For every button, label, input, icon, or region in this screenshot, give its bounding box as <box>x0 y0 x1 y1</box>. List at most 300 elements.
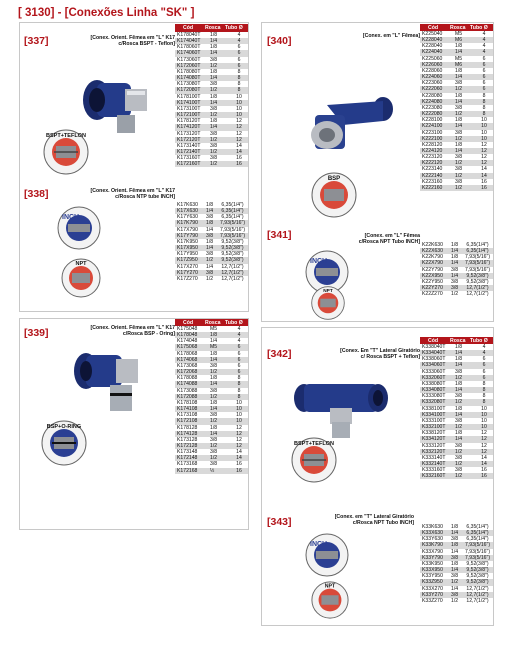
tube-cell: 10 <box>228 94 249 100</box>
code-cell: K173168 <box>175 461 206 467</box>
code-cell: K173060T <box>175 57 206 63</box>
table-row <box>175 220 249 226</box>
thread-cell: 1/2 <box>206 63 228 69</box>
tube-cell: 16 <box>228 468 249 474</box>
code-cell: K22Y270 <box>420 285 447 291</box>
tube-cell: 6 <box>473 86 494 92</box>
bspt-teflon-icon <box>290 436 338 489</box>
tube-cell: 4 <box>228 338 249 344</box>
tube-cell: 12,7(1/2") <box>215 264 249 270</box>
thread-cell: 1/8 <box>447 254 460 260</box>
code-cell: K222120 <box>420 160 451 166</box>
code-cell: K334120T <box>420 436 451 442</box>
code-cell: K175048 <box>175 326 206 332</box>
code-cell: K178060T <box>175 44 206 50</box>
thread-cell: 1/4 <box>206 75 228 81</box>
code-cell: K172060T <box>175 63 206 69</box>
tube-cell: 7,93(5/16") <box>460 267 494 273</box>
thread-cell: 1/8 <box>202 202 215 208</box>
code-cell: K172168 <box>175 468 206 474</box>
thread-cell: 1/2 <box>206 369 228 375</box>
thread-cell: 1/2 <box>451 424 473 430</box>
thread-cell: 1/8 <box>447 524 460 530</box>
code-cell: K225040 <box>420 31 451 37</box>
thread-cell: 1/8 <box>451 430 473 436</box>
thread-cell: 1/8 <box>206 332 228 338</box>
table-row <box>420 598 494 604</box>
tube-cell: 16 <box>228 155 249 161</box>
table-row <box>175 100 249 106</box>
product-table <box>175 32 249 167</box>
thread-cell: 1/8 <box>206 32 228 38</box>
code-cell: K173140T <box>175 143 206 149</box>
code-cell: K17Y630 <box>175 214 202 220</box>
table-header <box>420 24 494 31</box>
section-342-343-panel <box>261 327 494 626</box>
code-cell: K224060 <box>420 74 451 80</box>
table-row <box>175 257 249 263</box>
code-cell: K33Y950 <box>420 573 447 579</box>
code-cell: K174088 <box>175 381 206 387</box>
table-row <box>175 344 249 350</box>
code-cell: K338120T <box>420 430 451 436</box>
svg-text:INCH: INCH <box>310 258 328 265</box>
tube-cell: 9,52(3/8") <box>215 239 249 245</box>
tube-cell: 4 <box>228 332 249 338</box>
svg-text:NPT: NPT <box>323 287 333 293</box>
tube-cell: 12,7(1/2") <box>460 586 494 592</box>
thread-cell: M5 <box>206 326 228 332</box>
code-cell: K178048 <box>175 332 206 338</box>
tube-cell: 14 <box>228 143 249 149</box>
thread-cell: 3/8 <box>206 81 228 87</box>
tube-cell: 8 <box>228 381 249 387</box>
tube-cell: 12 <box>473 148 494 154</box>
section-number: [341] <box>267 229 292 241</box>
tube-cell: 12 <box>228 137 249 143</box>
thread-cell: 1/4 <box>202 227 215 233</box>
svg-text:INCH: INCH <box>310 541 328 548</box>
thread-cell: M6 <box>451 62 473 68</box>
code-cell: K222080 <box>420 111 451 117</box>
code-cell: K334060T <box>420 362 451 368</box>
code-cell: K22Y950 <box>420 279 447 285</box>
code-cell: K33X790 <box>420 549 447 555</box>
thread-cell: 3/8 <box>206 363 228 369</box>
tube-cell: 12,7(1/2") <box>460 285 494 291</box>
bspt-teflon-icon <box>42 128 90 181</box>
code-cell: K333160T <box>420 467 451 473</box>
inch-icon <box>56 205 102 256</box>
tube-cell: 10 <box>228 418 249 424</box>
code-cell: K17K790 <box>175 220 202 226</box>
code-cell: K172120T <box>175 137 206 143</box>
thread-cell: 3/8 <box>447 536 460 542</box>
tube-cell: 9,52(3/8") <box>215 257 249 263</box>
tube-cell: 16 <box>473 185 494 191</box>
thread-cell: 1/4 <box>447 248 460 254</box>
code-cell: K338100T <box>420 406 451 412</box>
code-cell: K172148 <box>175 455 206 461</box>
code-cell: K338080T <box>420 381 451 387</box>
tube-cell: 6,35(1/4") <box>215 208 249 214</box>
thread-cell: 3/8 <box>206 449 228 455</box>
code-cell: K172100T <box>175 112 206 118</box>
tube-cell: 8 <box>473 399 494 405</box>
code-cell: K173068 <box>175 363 206 369</box>
tube-cell: 6 <box>473 80 494 86</box>
code-cell: K224040 <box>420 49 451 55</box>
thread-cell: 1/8 <box>447 242 460 248</box>
code-cell: K332120T <box>420 449 451 455</box>
bsp-oring-icon <box>40 419 88 472</box>
header-tube: Tubo Ø <box>470 24 488 31</box>
thread-cell: 1/4 <box>206 381 228 387</box>
table-row <box>420 586 494 592</box>
code-cell: K174128 <box>175 431 206 437</box>
thread-cell: 1/2 <box>202 257 215 263</box>
thread-cell: 1/2 <box>206 394 228 400</box>
thread-cell: 1/2 <box>451 375 473 381</box>
thread-cell: 3/8 <box>451 105 473 111</box>
code-cell: K22K790 <box>420 254 447 260</box>
header-thread: Rosca <box>450 24 466 31</box>
section-number: [339] <box>24 327 49 339</box>
female-elbow-image <box>287 95 397 160</box>
tube-cell: 6 <box>473 56 494 62</box>
svg-text:NPT: NPT <box>324 583 336 590</box>
thread-cell: 3/8 <box>447 592 460 598</box>
thread-cell: 1/2 <box>451 173 473 179</box>
table-row <box>420 185 494 191</box>
header-thread: Rosca <box>205 319 221 326</box>
thread-cell: M5 <box>206 344 228 350</box>
thread-cell: 1/2 <box>202 276 215 282</box>
code-cell: K17X790 <box>175 227 202 233</box>
table-row <box>175 131 249 137</box>
code-cell: K17X270 <box>175 264 202 270</box>
tube-cell: 6 <box>473 68 494 74</box>
tube-cell: 7,93(5/16") <box>460 555 494 561</box>
code-cell: K22X790 <box>420 260 447 266</box>
table-header <box>175 24 249 32</box>
table-row <box>175 394 249 400</box>
thread-cell: 1/8 <box>451 142 473 148</box>
code-cell: K178120T <box>175 118 206 124</box>
npt-icon <box>310 580 350 625</box>
table-row <box>175 276 249 282</box>
table-row <box>420 267 494 273</box>
table-row <box>420 123 494 129</box>
header-code: Cód <box>428 337 439 344</box>
code-cell: K222060 <box>420 86 451 92</box>
thread-cell: 1/4 <box>451 49 473 55</box>
table-row <box>420 291 494 297</box>
code-cell: K17Y950 <box>175 251 202 257</box>
code-cell: K33Z270 <box>420 598 447 604</box>
thread-cell: 1/4 <box>206 406 228 412</box>
code-cell: K17Y790 <box>175 233 202 239</box>
code-cell: K338060T <box>420 356 451 362</box>
bsp-icon <box>310 171 358 224</box>
header-code: Cód <box>428 24 439 31</box>
thread-cell: 1/8 <box>451 43 473 49</box>
tube-cell: 6 <box>228 344 249 350</box>
code-cell: K333080T <box>420 393 451 399</box>
thread-cell: 1/4 <box>447 273 460 279</box>
tube-cell: 9,52(3/8") <box>215 245 249 251</box>
code-cell: K225060 <box>420 56 451 62</box>
code-cell: K174080T <box>175 75 206 81</box>
tube-cell: 9,52(3/8") <box>460 561 494 567</box>
section-title: [Conex. Orient. Fêmea em "L" K17 c/Rosca BSP - Oring] <box>90 325 175 337</box>
tube-cell: 6 <box>228 357 249 363</box>
thread-cell: 3/8 <box>206 437 228 443</box>
table-row <box>175 431 249 437</box>
table-row <box>420 93 494 99</box>
code-cell: K173160T <box>175 155 206 161</box>
tube-cell: 7,93(5/16") <box>460 542 494 548</box>
code-cell: K173128 <box>175 437 206 443</box>
tube-cell: 7,93(5/16") <box>215 227 249 233</box>
table-row <box>420 362 494 368</box>
thread-cell: 3/8 <box>206 143 228 149</box>
tube-cell: 12 <box>473 430 494 436</box>
thread-cell: 1/8 <box>206 400 228 406</box>
code-cell: K226060 <box>420 62 451 68</box>
tube-cell: 10 <box>473 117 494 123</box>
tube-cell: 8 <box>228 75 249 81</box>
thread-cell: 3/8 <box>451 443 473 449</box>
thread-cell: 3/8 <box>451 455 473 461</box>
thread-cell: M5 <box>451 31 473 37</box>
table-row <box>175 94 249 100</box>
code-cell: K178080T <box>175 69 206 75</box>
thread-cell: 1/2 <box>451 461 473 467</box>
code-cell: K223120 <box>420 154 451 160</box>
code-cell: K17Z270 <box>175 276 202 282</box>
code-cell: K33X630 <box>420 530 447 536</box>
tube-cell: 10 <box>228 412 249 418</box>
table-row <box>420 99 494 105</box>
tube-cell: 16 <box>228 161 249 167</box>
table-row <box>175 264 249 270</box>
section-number: [342] <box>267 348 292 360</box>
section-number: [338] <box>24 188 49 200</box>
table-row <box>420 579 494 585</box>
tube-cell: 9,52(3/8") <box>215 251 249 257</box>
product-table <box>175 202 249 282</box>
tube-cell: 16 <box>473 179 494 185</box>
thread-cell: 3/8 <box>202 270 215 276</box>
thread-cell: M6 <box>451 37 473 43</box>
thread-cell: 1/4 <box>206 124 228 130</box>
tube-cell: 8 <box>473 381 494 387</box>
code-cell: K333100T <box>420 418 451 424</box>
table-row <box>420 406 494 412</box>
table-row <box>420 49 494 55</box>
code-cell: K17X950 <box>175 245 202 251</box>
tube-cell: 6 <box>473 375 494 381</box>
code-cell: K17Y270 <box>175 270 202 276</box>
code-cell: K172128 <box>175 443 206 449</box>
code-cell: K333060T <box>420 369 451 375</box>
code-cell: K33Z950 <box>420 579 447 585</box>
code-cell: K22X950 <box>420 273 447 279</box>
code-cell: K334100T <box>420 412 451 418</box>
tube-cell: 6,35(1/4") <box>460 524 494 530</box>
code-cell: K332080T <box>420 399 451 405</box>
table-row <box>175 468 249 474</box>
tube-cell: 12 <box>473 142 494 148</box>
code-cell: K173080T <box>175 81 206 87</box>
inch-icon <box>304 532 350 583</box>
thread-cell: 3/8 <box>451 80 473 86</box>
tube-cell: 4 <box>473 350 494 356</box>
tube-cell: 12,7(1/2") <box>215 270 249 276</box>
tube-cell: 8 <box>228 69 249 75</box>
table-row <box>420 173 494 179</box>
thread-cell: 3/8 <box>447 555 460 561</box>
thread-cell: 1/4 <box>206 431 228 437</box>
code-cell: K174040T <box>175 38 206 44</box>
code-cell: K172080T <box>175 87 206 93</box>
code-cell: K333120T <box>420 443 451 449</box>
tube-cell: 12 <box>228 437 249 443</box>
table-row <box>175 388 249 394</box>
thread-cell: M5 <box>451 56 473 62</box>
tube-cell: 6 <box>228 351 249 357</box>
thread-cell: 1/4 <box>447 530 460 536</box>
code-cell: K33X270 <box>420 586 447 592</box>
tube-cell: 10 <box>228 400 249 406</box>
thread-cell: 1/4 <box>206 357 228 363</box>
thread-cell: 3/8 <box>451 467 473 473</box>
tube-cell: 9,52(3/8") <box>460 273 494 279</box>
thread-cell: 1/4 <box>447 586 460 592</box>
code-cell: K223100 <box>420 130 451 136</box>
svg-text:INCH: INCH <box>62 214 80 221</box>
thread-cell: 3/8 <box>451 393 473 399</box>
tube-cell: 12 <box>473 436 494 442</box>
tube-cell: 10 <box>228 406 249 412</box>
thread-cell: 1/2 <box>451 136 473 142</box>
tube-cell: 4 <box>228 32 249 38</box>
tube-cell: 10 <box>473 418 494 424</box>
table-row <box>175 351 249 357</box>
tube-cell: 8 <box>228 388 249 394</box>
tube-cell: 6,35(1/4") <box>460 248 494 254</box>
tube-cell: 8 <box>228 81 249 87</box>
thread-cell: 1/8 <box>451 406 473 412</box>
tube-cell: 8 <box>473 93 494 99</box>
code-cell: K174068 <box>175 357 206 363</box>
code-cell: K174120T <box>175 124 206 130</box>
thread-cell: 3/8 <box>206 57 228 63</box>
thread-cell: 1/8 <box>451 68 473 74</box>
thread-cell: 1/4 <box>202 208 215 214</box>
tube-cell: 12 <box>473 154 494 160</box>
table-row <box>175 461 249 467</box>
thread-cell: 1/2 <box>451 399 473 405</box>
code-cell: K334080T <box>420 387 451 393</box>
tube-cell: 7,93(5/16") <box>460 260 494 266</box>
code-cell: K333140T <box>420 455 451 461</box>
tube-cell: 14 <box>473 455 494 461</box>
code-cell: K172108 <box>175 418 206 424</box>
thread-cell: 1/8 <box>206 94 228 100</box>
tube-cell: 4 <box>228 38 249 44</box>
code-cell: K33Y270 <box>420 592 447 598</box>
header-code: Cód <box>183 25 194 31</box>
tube-cell: 10 <box>473 424 494 430</box>
thread-cell: 1/2 <box>447 579 460 585</box>
thread-cell: 1/8 <box>447 542 460 548</box>
tube-cell: 7,93(5/16") <box>460 254 494 260</box>
code-cell: K223080 <box>420 105 451 111</box>
thread-cell: 3/8 <box>206 106 228 112</box>
tube-cell: 10 <box>228 112 249 118</box>
tube-cell: 9,52(3/8") <box>460 567 494 573</box>
thread-cell: 3/8 <box>202 233 215 239</box>
svg-text:BSP+O-RING: BSP+O-RING <box>46 424 82 430</box>
code-cell: K22X630 <box>420 248 447 254</box>
tube-cell: 4 <box>228 326 249 332</box>
table-header <box>420 337 494 344</box>
tube-cell: 6,35(1/4") <box>460 242 494 248</box>
table-row <box>175 227 249 233</box>
code-cell: K173120T <box>175 131 206 137</box>
tube-cell: 12,7(1/2") <box>460 592 494 598</box>
thread-cell: 3/8 <box>447 279 460 285</box>
code-cell: K228100 <box>420 117 451 123</box>
tube-cell: 10 <box>473 412 494 418</box>
thread-cell: 1/8 <box>451 344 473 350</box>
tube-cell: 10 <box>228 106 249 112</box>
thread-cell: 3/8 <box>447 267 460 273</box>
table-row <box>420 412 494 418</box>
table-row <box>420 136 494 142</box>
thread-cell: 3/8 <box>206 412 228 418</box>
tube-cell: 8 <box>473 99 494 105</box>
thread-cell: 3/8 <box>447 285 460 291</box>
table-row <box>420 449 494 455</box>
code-cell: K172068 <box>175 369 206 375</box>
tube-cell: 8 <box>228 87 249 93</box>
table-row <box>420 399 494 405</box>
table-row <box>175 87 249 93</box>
code-cell: K33K790 <box>420 542 447 548</box>
code-cell: K178040T <box>175 32 206 38</box>
product-table <box>420 242 494 297</box>
table-row <box>420 130 494 136</box>
header-code: Cód <box>183 319 194 326</box>
section-number: [343] <box>267 516 292 528</box>
thread-cell: 1/4 <box>451 387 473 393</box>
code-cell: K173088 <box>175 388 206 394</box>
thread-cell: 1/2 <box>447 598 460 604</box>
section-339-panel <box>19 318 249 530</box>
header-thread: Rosca <box>205 25 221 31</box>
code-cell: K223160 <box>420 179 451 185</box>
section-number: [337] <box>24 35 49 47</box>
code-cell: K174048 <box>175 338 206 344</box>
tube-cell: 6,35(1/4") <box>215 214 249 220</box>
thread-cell: 1/4 <box>206 100 228 106</box>
thread-cell: 3/8 <box>202 214 215 220</box>
thread-cell: 3/8 <box>206 388 228 394</box>
tube-cell: 4 <box>473 31 494 37</box>
